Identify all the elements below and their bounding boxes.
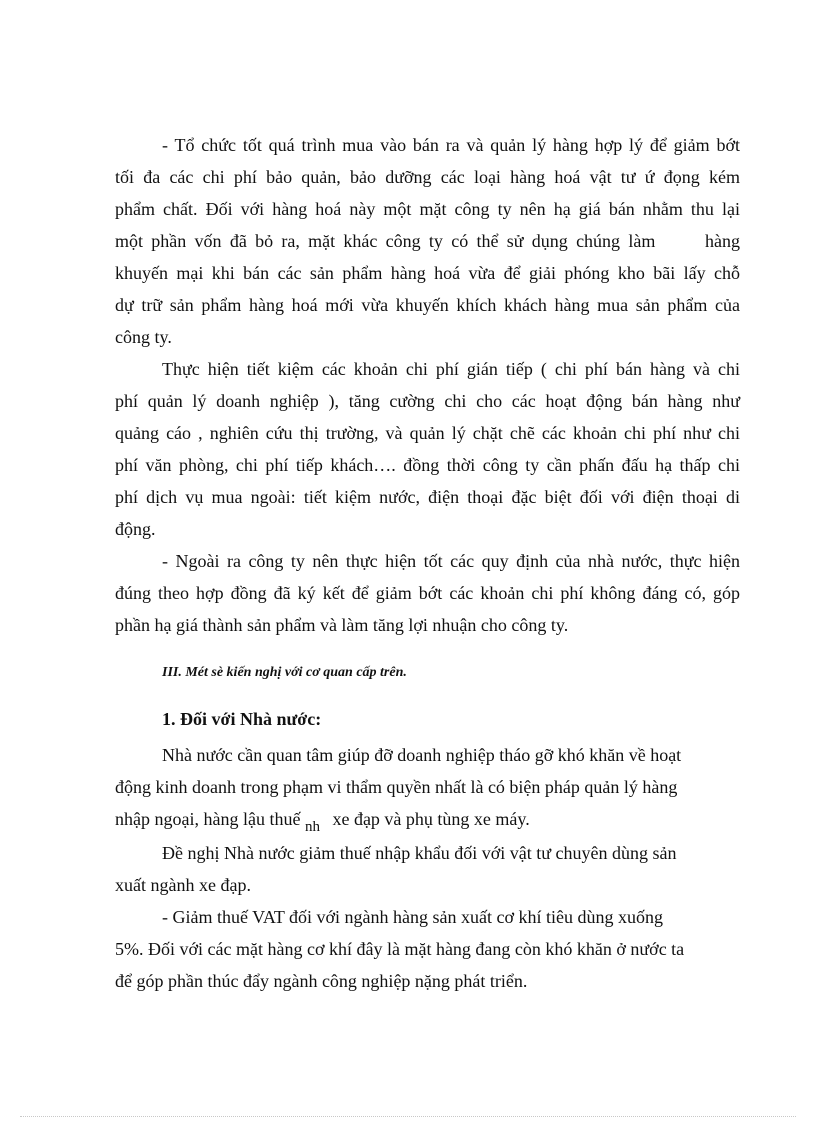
paragraph-4-line-1: Nhà nước cần quan tâm giúp đỡ doanh nghiệp tháo gỡ khó khăn về hoạt: [162, 745, 682, 765]
paragraph-5-line-1: Đề nghị Nhà nước giảm thuế nhập khẩu đối với vật tư chuyên dùng sản: [162, 843, 677, 863]
paragraph-1-line-1: - Tổ chức tốt quá trình mua vào bán ra và quản lý hàng hợp lý để giảm bớt: [162, 135, 740, 155]
subsection-heading: 1. Đối với Nhà nước:: [162, 709, 322, 729]
paragraph-4-subscript-fragment: nh: [304, 819, 320, 835]
paragraph-2-line-2: phí quản lý doanh nghiệp ), tăng cường chi cho các hoạt động bán hàng như: [115, 391, 740, 411]
paragraph-3-line-3: phần hạ giá thành sản phẩm và làm tăng lợi nhuận cho công ty.: [115, 615, 569, 635]
paragraph-5-line-2: xuất ngành xe đạp.: [115, 875, 251, 895]
paragraph-2-line-4: phí văn phòng, chi phí tiếp khách…. đồng thời công ty cần phấn đấu hạ thấp chi: [115, 455, 740, 475]
paragraph-4-line-2: động kinh doanh trong phạm vi thẩm quyền nhất là có biện pháp quản lý hàng: [115, 777, 678, 797]
paragraph-6-line-2: 5%. Đối với các mặt hàng cơ khí đây là mặt hàng đang còn khó khăn ở nước ta: [115, 939, 685, 959]
paragraph-4-line-3: [115, 808, 530, 835]
paragraph-1-line-2: tối đa các chi phí bảo quản, bảo dưỡng các loại hàng hoá vật tư ứ đọng kém: [115, 167, 740, 187]
section-heading: III. Mét sè kiến nghị với cơ quan cấp trên.: [162, 665, 407, 680]
paragraph-1-line-4: một phần vốn đã bỏ ra, mặt khác công ty có thể sử dụng chúng làm hàng: [115, 231, 740, 251]
paragraph-1-line-3: phẩm chất. Đối với hàng hoá này một mặt công ty nên hạ giá bán nhằm thu lại: [115, 199, 740, 219]
paragraph-2-line-3: quảng cáo , nghiên cứu thị trường, và quản lý chặt chẽ các khoản chi phí như chi: [115, 423, 740, 443]
paragraph-4-line-3-part-b: xe đạp và phụ tùng xe máy.: [332, 809, 530, 829]
paragraph-1-line-6: dự trữ sản phẩm hàng hoá mới vừa khuyến khích khách hàng mua sản phẩm của: [115, 295, 740, 315]
paragraph-2-line-6: động.: [115, 519, 156, 539]
paragraph-2-line-1: Thực hiện tiết kiệm các khoản chi phí gián tiếp ( chi phí bán hàng và chi: [162, 359, 740, 379]
paragraph-3-line-2: đúng theo hợp đồng đã ký kết để giảm bớt các khoản chi phí không đáng có, góp: [115, 583, 740, 603]
paragraph-6-line-1: - Giảm thuế VAT đối với ngành hàng sản xuất cơ khí tiêu dùng xuống: [162, 907, 663, 927]
paragraph-2-line-5: phí dịch vụ mua ngoài: tiết kiệm nước, điện thoại đặc biệt đối với điện thoại di: [115, 487, 740, 507]
paragraph-6-line-3: để góp phần thúc đẩy ngành công nghiệp nặng phát triển.: [115, 971, 528, 991]
paragraph-4-line-3-part-a: nhập ngoại, hàng lậu thuế: [115, 809, 301, 829]
paragraph-1-line-7: công ty.: [115, 327, 172, 347]
paragraph-3-line-1: - Ngoài ra công ty nên thực hiện tốt các quy định của nhà nước, thực hiện: [162, 551, 740, 571]
page-bottom-divider: [20, 1116, 796, 1117]
paragraph-1-line-5: khuyến mại khi bán các sản phẩm hàng hoá vừa để giải phóng kho bãi lấy chỗ: [115, 263, 740, 283]
